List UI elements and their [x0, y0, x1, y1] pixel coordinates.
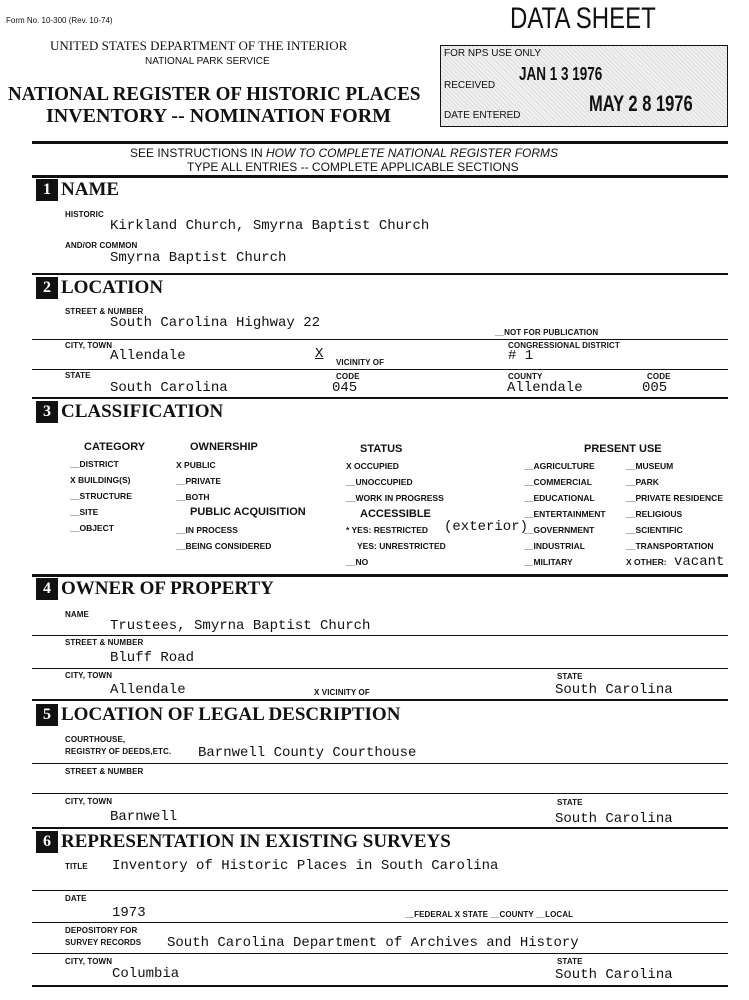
- category-option: __OBJECT: [70, 523, 114, 533]
- department: UNITED STATES DEPARTMENT OF THE INTERIOR: [50, 38, 348, 53]
- historic-name-value: Kirkland Church, Smyrna Baptist Church: [110, 218, 430, 234]
- use-option: __ENTERTAINMENT: [524, 509, 606, 519]
- accessible-note: (exterior): [444, 519, 529, 535]
- section-title: CLASSIFICATION: [61, 401, 224, 422]
- depository-label: DEPOSITORY FOR: [65, 926, 138, 935]
- owner-city-value: Allendale: [110, 682, 186, 698]
- accessible-option: * YES: RESTRICTED: [346, 525, 429, 535]
- use-option: __TRANSPORTATION: [626, 541, 714, 551]
- nps-use-box: [440, 45, 728, 127]
- ownership-option: __BOTH: [176, 492, 210, 502]
- form-title-line1: NATIONAL REGISTER OF HISTORIC PLACES: [8, 83, 421, 105]
- congressional-label: CONGRESSIONAL DISTRICT: [508, 341, 620, 350]
- divider: [32, 141, 728, 144]
- divider: [32, 273, 728, 275]
- use-option: __COMMERCIAL: [524, 477, 593, 487]
- use-option: __GOVERNMENT: [524, 525, 595, 535]
- section-title: LOCATION: [61, 277, 164, 298]
- use-option: __MUSEUM: [626, 461, 674, 471]
- city-label: CITY, TOWN: [65, 341, 113, 350]
- historic-label: HISTORIC: [65, 210, 104, 219]
- use-option: __PARK: [626, 477, 659, 487]
- city-label: CITY, TOWN: [65, 957, 113, 966]
- divider: [32, 175, 728, 178]
- use-option: __INDUSTRIAL: [524, 541, 585, 551]
- category-option: __SITE: [70, 507, 99, 517]
- ownership-option: __PRIVATE: [176, 476, 222, 486]
- county-value: Allendale: [507, 380, 583, 396]
- use-option: __AGRICULTURE: [524, 461, 595, 471]
- section-title: LOCATION OF LEGAL DESCRIPTION: [61, 704, 401, 725]
- street-label: STREET & NUMBER: [65, 638, 144, 647]
- form-title-line2: INVENTORY -- NOMINATION FORM: [46, 105, 392, 127]
- common-label: AND/OR COMMON: [65, 241, 138, 250]
- present-use-heading: PRESENT USE: [584, 443, 662, 455]
- owner-name-value: Trustees, Smyrna Baptist Church: [110, 618, 371, 634]
- ownership-heading: OWNERSHIP: [190, 441, 258, 453]
- divider: [32, 985, 728, 987]
- use-option: __SCIENTIFIC: [626, 525, 683, 535]
- accessible-option: __NO: [346, 557, 369, 567]
- section-number: 3: [36, 401, 58, 423]
- use-option: __RELIGIOUS: [626, 509, 683, 519]
- state-code-value: 045: [332, 380, 358, 396]
- category-heading: CATEGORY: [84, 441, 146, 453]
- depository-value: South Carolina Department of Archives and History: [167, 935, 579, 951]
- divider: [32, 668, 728, 669]
- section-title: NAME: [61, 179, 120, 200]
- instructions-ref: HOW TO COMPLETE NATIONAL REGISTER FORMS: [266, 146, 559, 160]
- divider: [32, 953, 728, 954]
- state-label: STATE: [557, 957, 583, 966]
- category-option: X BUILDING(S): [70, 475, 131, 485]
- ownership-option: X PUBLIC: [176, 460, 216, 470]
- survey-title-label: TITLE: [65, 862, 88, 871]
- status-option: X OCCUPIED: [346, 461, 399, 471]
- city-label: CITY, TOWN: [65, 797, 113, 806]
- street-value: South Carolina Highway 22: [110, 315, 321, 331]
- acquisition-option: __IN PROCESS: [176, 525, 238, 535]
- county-label: COUNTY: [508, 372, 543, 381]
- data-sheet-heading: DATA SHEET: [510, 2, 656, 35]
- divider: [32, 369, 728, 370]
- section-number: 6: [36, 831, 58, 853]
- owner-name-label: NAME: [65, 610, 89, 619]
- form-number: Form No. 10-300 (Rev. 10-74): [6, 16, 113, 25]
- street-label: STREET & NUMBER: [65, 767, 144, 776]
- owner-state-value: South Carolina: [555, 682, 673, 698]
- survey-city-value: Columbia: [112, 966, 180, 982]
- survey-title-value: Inventory of Historic Places in South Carolina: [112, 858, 499, 874]
- entered-label: DATE ENTERED: [444, 110, 521, 121]
- section-number: 4: [36, 578, 58, 600]
- use-option: X OTHER:: [626, 557, 667, 567]
- divider: [32, 922, 728, 923]
- divider: [32, 699, 728, 701]
- received-label: RECEIVED: [444, 80, 496, 91]
- date-label: DATE: [65, 894, 87, 903]
- divider: [32, 890, 728, 891]
- instructions-text: SEE INSTRUCTIONS IN: [130, 146, 267, 160]
- divider: [32, 763, 728, 764]
- legal-city-value: Barnwell: [110, 809, 178, 825]
- use-option: __PRIVATE RESIDENCE: [626, 493, 723, 503]
- state-label: STATE: [65, 371, 91, 380]
- section-name-header: [36, 178, 119, 202]
- state-label: STATE: [557, 672, 583, 681]
- instructions-line1: [130, 146, 558, 160]
- county-code-value: 005: [642, 380, 668, 396]
- not-for-publication: __NOT FOR PUBLICATION: [495, 328, 599, 337]
- divider: [32, 397, 728, 399]
- owner-street-value: Bluff Road: [110, 650, 195, 666]
- section-title: REPRESENTATION IN EXISTING SURVEYS: [61, 831, 451, 852]
- survey-level-options: __FEDERAL X STATE __COUNTY __LOCAL: [405, 910, 574, 919]
- public-acquisition-heading: PUBLIC ACQUISITION: [190, 506, 306, 518]
- courthouse-label: COURTHOUSE,: [65, 735, 126, 744]
- section-number: 2: [36, 277, 58, 299]
- registry-label: REGISTRY OF DEEDS,ETC.: [65, 747, 172, 756]
- street-label: STREET & NUMBER: [65, 307, 144, 316]
- common-name-value: Smyrna Baptist Church: [110, 250, 287, 266]
- accessible-option: YES: UNRESTRICTED: [357, 541, 446, 551]
- city-label: CITY, TOWN: [65, 671, 113, 680]
- section-number: 1: [36, 179, 58, 201]
- registry-value: Barnwell County Courthouse: [198, 745, 417, 761]
- section-location-header: [36, 276, 163, 300]
- status-option: __WORK IN PROGRESS: [346, 493, 444, 503]
- section-owner-header: [36, 577, 274, 601]
- service: NATIONAL PARK SERVICE: [145, 56, 270, 67]
- entered-date: MAY 2 8 1976: [589, 91, 693, 116]
- survey-state-value: South Carolina: [555, 967, 673, 983]
- county-code-label: CODE: [647, 372, 671, 381]
- use-option: __MILITARY: [524, 557, 573, 567]
- section-classification-header: [36, 400, 223, 424]
- section-number: 5: [36, 704, 58, 726]
- nps-label: FOR NPS USE ONLY: [444, 48, 542, 59]
- survey-records-label: SURVEY RECORDS: [65, 938, 142, 947]
- city-value: Allendale: [110, 348, 186, 364]
- acquisition-option: __BEING CONSIDERED: [176, 541, 272, 551]
- section-surveys-header: [36, 830, 451, 854]
- status-option: __UNOCCUPIED: [346, 477, 413, 487]
- state-label: STATE: [557, 798, 583, 807]
- received-date: JAN 1 3 1976: [519, 64, 603, 84]
- vicinity-mark: X: [315, 346, 324, 362]
- section-title: OWNER OF PROPERTY: [61, 578, 274, 599]
- congressional-value: # 1: [508, 348, 534, 364]
- divider: [32, 339, 728, 340]
- vicinity-label: VICINITY OF: [336, 358, 385, 367]
- category-option: __DISTRICT: [70, 459, 119, 469]
- accessible-heading: ACCESSIBLE: [360, 508, 431, 520]
- legal-state-value: South Carolina: [555, 811, 673, 827]
- code-label: CODE: [336, 372, 360, 381]
- state-value: South Carolina: [110, 380, 228, 396]
- section-legal-header: [36, 703, 400, 727]
- survey-date-value: 1973: [112, 905, 146, 921]
- divider: [32, 827, 728, 829]
- divider: [32, 635, 728, 636]
- category-option: __STRUCTURE: [70, 491, 132, 501]
- status-heading: STATUS: [360, 443, 403, 455]
- vicinity-label: X VICINITY OF: [314, 688, 370, 697]
- divider: [32, 793, 728, 794]
- instructions-line2: TYPE ALL ENTRIES -- COMPLETE APPLICABLE SECTIONS: [187, 160, 519, 174]
- other-use-value: vacant: [674, 554, 725, 570]
- use-option: __EDUCATIONAL: [524, 493, 595, 503]
